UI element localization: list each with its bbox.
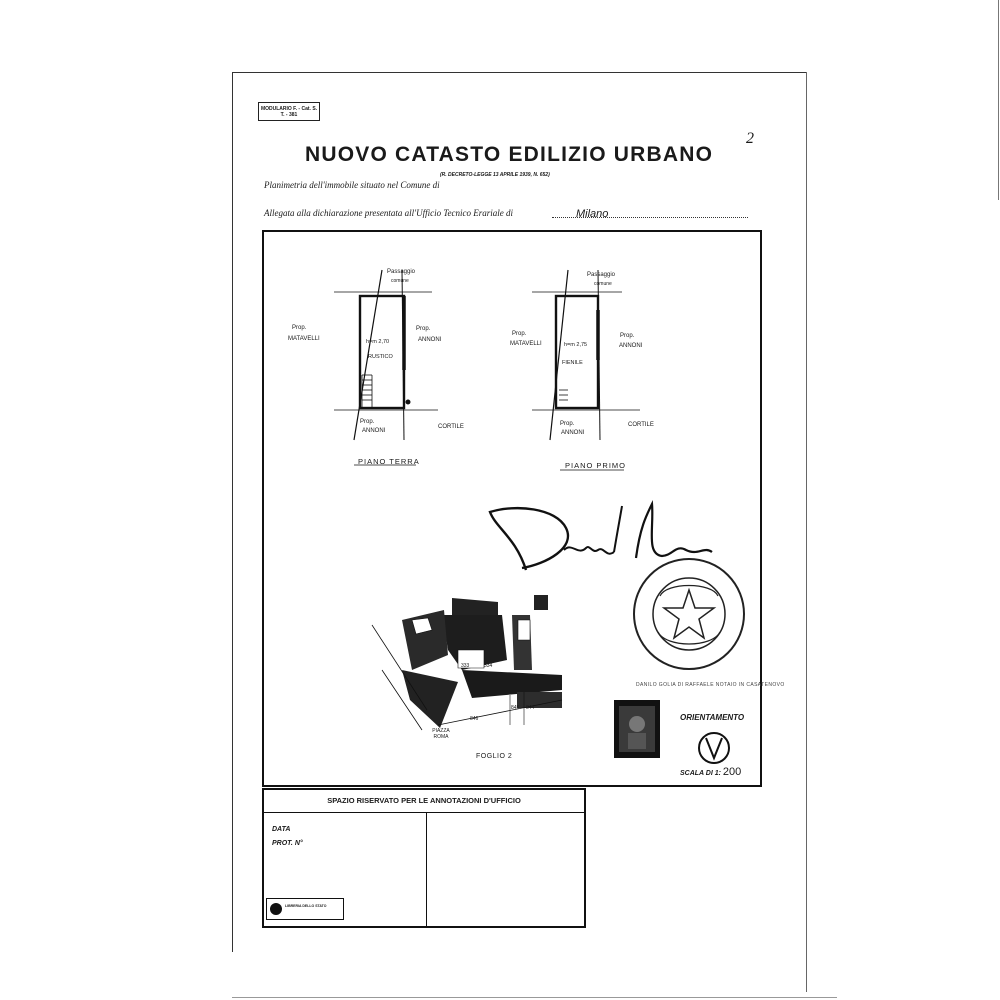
ff-right-owner-name: ANNONI bbox=[619, 343, 643, 349]
sheet-left-edge bbox=[232, 72, 233, 952]
form-code-text: MODULARIO F. - Cat. S. T. - 381 bbox=[260, 106, 318, 118]
parcel-846: 846 bbox=[470, 716, 479, 722]
office-city: Milano bbox=[576, 208, 609, 220]
scale-label bbox=[680, 766, 741, 778]
ff-passage: Passaggio bbox=[587, 272, 616, 278]
form-code bbox=[258, 102, 320, 121]
planimetry-line: Planimetria dell'immobile situato nel Comune di bbox=[264, 180, 440, 190]
gf-passage-sub: comune bbox=[391, 278, 409, 284]
gf-courtyard: CORTILE bbox=[438, 424, 464, 430]
parcel-334: 334 bbox=[484, 663, 493, 669]
ff-label: PIANO PRIMO bbox=[565, 461, 627, 470]
page-edge-right bbox=[998, 0, 999, 200]
prot-label: PROT. N° bbox=[272, 840, 303, 847]
street-label: PIAZZA ROMA bbox=[432, 728, 450, 740]
parcel-844: 844 bbox=[526, 705, 535, 711]
north-arrow-icon bbox=[699, 733, 729, 763]
ff-left-owner-prop: Prop. bbox=[512, 331, 527, 337]
gf-right-owner-prop: Prop. bbox=[416, 326, 431, 332]
gf-bottom-owner-name: ANNONI bbox=[362, 428, 386, 434]
sheet-label: FOGLIO 2 bbox=[476, 753, 513, 760]
ff-right-owner-prop: Prop. bbox=[620, 333, 635, 339]
page-number: 2 bbox=[746, 130, 754, 147]
sheet-right-edge bbox=[806, 72, 807, 992]
orientation-label: ORIENTAMENTO bbox=[680, 713, 745, 722]
ff-room: FIENILE bbox=[562, 360, 583, 366]
ff-height: h=m 2,75 bbox=[564, 342, 588, 348]
parcel-278: 278 bbox=[416, 620, 425, 626]
scale-label-text: SCALA DI 1: bbox=[680, 770, 721, 777]
publisher-text: LIBRERIA DELLO STATO bbox=[285, 904, 327, 908]
gf-label: PIANO TERRA bbox=[358, 457, 420, 466]
gf-left-owner-prop: Prop. bbox=[292, 325, 307, 331]
parcel-845: 845 bbox=[511, 705, 520, 711]
ff-bottom-owner-prop: Prop. bbox=[560, 421, 575, 427]
ff-left-owner-name: MATAVELLI bbox=[510, 341, 542, 347]
redaction-bottom bbox=[232, 952, 634, 996]
sheet-top-edge bbox=[232, 72, 807, 73]
gf-bottom-owner-prop: Prop. bbox=[360, 419, 375, 425]
annotations-divider bbox=[426, 812, 427, 926]
decree-reference: (R. DECRETO-LEGGE 13 APRILE 1939, N. 652) bbox=[440, 172, 550, 178]
notary-seal-icon bbox=[630, 552, 748, 676]
notary-seal-text: DANILO GOLIA DI RAFFAELE NOTAIO IN CASATENOVO bbox=[636, 682, 785, 688]
ff-passage-sub: comune bbox=[594, 281, 612, 287]
date-label: DATA bbox=[272, 826, 291, 833]
ff-courtyard: CORTILE bbox=[628, 422, 654, 428]
annotations-heading: SPAZIO RISERVATO PER LE ANNOTAZIONI D'UFFICIO bbox=[264, 790, 584, 813]
revenue-stamp-icon bbox=[614, 700, 660, 758]
parcel-333: 333 bbox=[461, 663, 470, 669]
page-title: NUOVO CATASTO EDILIZIO URBANO bbox=[305, 143, 714, 166]
redaction-right bbox=[588, 795, 770, 913]
gf-room: RUSTICO bbox=[368, 354, 393, 360]
gf-height: h=m 2,70 bbox=[366, 339, 390, 345]
publisher-box bbox=[266, 898, 344, 920]
attached-line: Allegata alla dichiarazione presentata all'Ufficio Tecnico Erariale di bbox=[264, 208, 513, 218]
gf-passage: Passaggio bbox=[387, 269, 416, 275]
sheet-bottom-edge bbox=[232, 997, 837, 998]
office-annotations-box bbox=[262, 788, 586, 928]
ff-bottom-owner-name: ANNONI bbox=[561, 430, 585, 436]
gf-right-owner-name: ANNONI bbox=[418, 337, 442, 343]
scale-value: 200 bbox=[722, 766, 742, 778]
gf-left-owner-name: MATAVELLI bbox=[288, 336, 320, 342]
publisher-logo-icon bbox=[269, 902, 283, 916]
